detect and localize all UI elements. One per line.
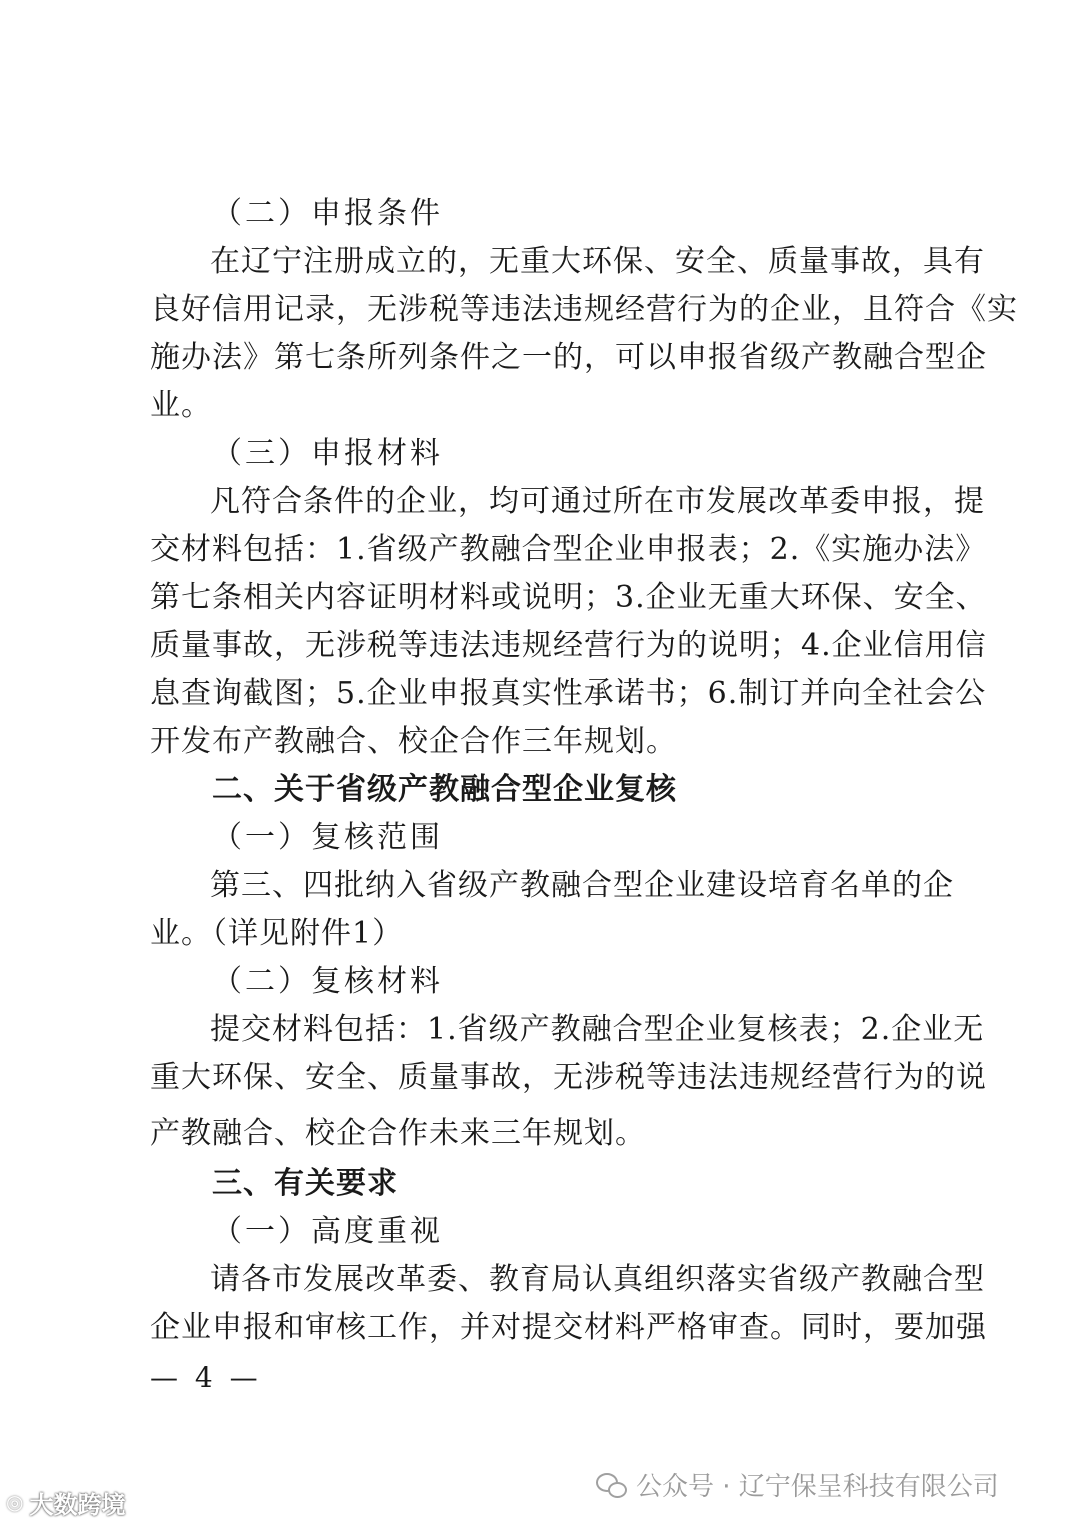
- paragraph-line: 请各市发展改革委、教育局认真组织落实省级产教融合型: [210, 1262, 985, 1297]
- section-heading-1-1: （一）复核范围: [212, 820, 443, 855]
- logo-icon: ◎: [6, 1490, 24, 1514]
- paragraph-line: 质量事故，无涉税等违法违规经营行为的说明；4.企业信用信: [150, 628, 987, 663]
- paragraph-line: 提交材料包括：1.省级产教融合型企业复核表；2.企业无: [210, 1012, 985, 1047]
- section-heading-1: 二、关于省级产教融合型企业复核: [212, 772, 677, 807]
- section-heading-2-3: （三）申报材料: [212, 436, 443, 471]
- section-heading-3: 三、有关要求: [212, 1166, 398, 1201]
- paragraph-line: 交材料包括：1.省级产教融合型企业申报表；2.《实施办法》: [150, 532, 987, 567]
- paragraph-line: 业。: [150, 388, 212, 423]
- paragraph-line: 产教融合、校企合作未来三年规划。: [150, 1116, 646, 1151]
- paragraph-line: 良好信用记录，无涉税等违法违规经营行为的企业，且符合《实: [150, 292, 1018, 327]
- paragraph-line: 息查询截图；5.企业申报真实性承诺书；6.制订并向全社会公: [150, 676, 987, 711]
- paragraph-line: 第三、四批纳入省级产教融合型企业建设培育名单的企: [210, 868, 954, 903]
- paragraph-line: 施办法》第七条所列条件之一的，可以申报省级产教融合型企: [150, 340, 987, 375]
- section-heading-3-1: （一）高度重视: [212, 1214, 443, 1249]
- watermark-text: 公众号 · 辽宁保呈科技有限公司: [636, 1471, 999, 1502]
- watermark-wechat: [596, 1464, 999, 1504]
- paragraph-line: 企业申报和审核工作，并对提交材料严格审查。同时，要加强: [150, 1310, 987, 1345]
- page-number: — 4 —: [150, 1361, 262, 1394]
- watermark-brand-text: 大数跨境: [29, 1490, 126, 1519]
- wechat-icon: [596, 1471, 626, 1497]
- paragraph-line: 业。（详见附件1）: [150, 916, 404, 951]
- paragraph-line: 开发布产教融合、校企合作三年规划。: [150, 724, 677, 759]
- section-heading-2-2: （二）申报条件: [212, 196, 443, 231]
- paragraph-line: 第七条相关内容证明材料或说明；3.企业无重大环保、安全、: [150, 580, 987, 615]
- paragraph-line: 重大环保、安全、质量事故，无涉税等违法违规经营行为的说: [150, 1060, 987, 1095]
- watermark-brand: [6, 1484, 125, 1520]
- section-heading-1-2: （二）复核材料: [212, 964, 443, 999]
- paragraph-line: 凡符合条件的企业，均可通过所在市发展改革委申报，提: [210, 484, 985, 519]
- paragraph-line: 在辽宁注册成立的，无重大环保、安全、质量事故，具有: [210, 244, 985, 279]
